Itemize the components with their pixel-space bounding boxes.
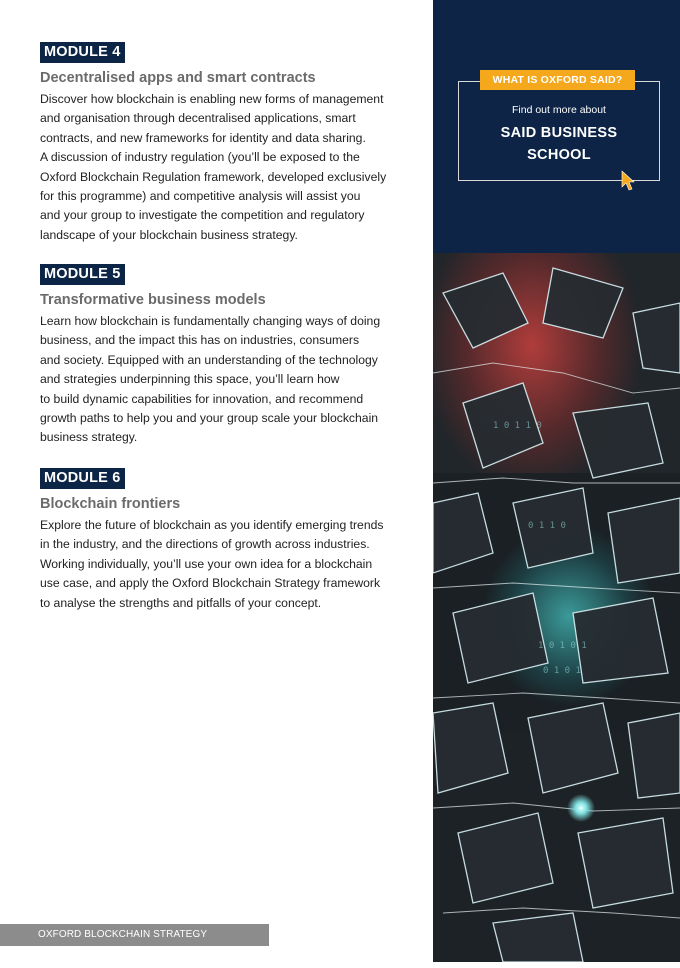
callout-title-line: SAID BUSINESS [500,125,618,141]
body-line: in the industry, and the directions of growth across industries. [40,537,370,552]
module-badge: MODULE 4 [40,42,125,63]
module-4 [40,42,410,245]
body-line: Explore the future of blockchain as you identify emerging trends [40,518,384,532]
module-5 [40,264,410,448]
svg-text:0 1 0 1: 0 1 0 1 [543,666,581,676]
body-line: Learn how blockchain is fundamentally changing ways of doing [40,314,381,328]
pointer-cursor-icon [620,170,636,192]
body-line: business, and the impact this has on industries, consumers [40,333,360,348]
svg-text:1 0 1 1 0: 1 0 1 1 0 [493,421,542,431]
module-title: Decentralised apps and smart contracts [40,70,316,86]
network-illustration [433,253,680,962]
module-body [40,90,410,245]
body-line: business strategy. [40,430,138,445]
body-line: Working individually, you’ll use your own idea for a blockchain [40,556,373,571]
callout-title-line: SCHOOL [527,147,591,163]
module-title: Transformative business models [40,292,266,308]
svg-text:0 1 1 0: 0 1 1 0 [528,521,566,531]
body-line: Discover how blockchain is enabling new forms of management [40,92,384,106]
body-line: and organisation through decentralised applications, smart [40,111,356,126]
module-6 [40,468,410,613]
body-line: growth paths to help you and your group scale your blockchain [40,411,379,426]
body-line: A discussion of industry regulation (you’ll be exposed to the [40,150,360,165]
module-title: Blockchain frontiers [40,496,181,512]
body-line: and society. Equipped with an understanding of the technology [40,352,378,367]
body-line: to analyse the strengths and pitfalls of your concept. [40,595,322,610]
svg-text:1 0 1 0 1: 1 0 1 0 1 [538,641,587,651]
body-line: landscape of your blockchain business strategy. [40,227,298,242]
module-badge: MODULE 6 [40,468,125,489]
body-line: and strategies underpinning this space, you’ll learn how [40,372,340,387]
callout-title[interactable] [458,122,660,166]
callout-subtitle[interactable]: Find out more about [512,104,606,116]
blockchain-network-photo [433,253,680,962]
body-line: for this programme) and competitive analysis will assist you [40,189,361,204]
module-badge: MODULE 5 [40,264,125,285]
body-line: contracts, and new frameworks for identity and data sharing. [40,130,366,145]
footer-programme-name: OXFORD BLOCKCHAIN STRATEGY PROGRAMME [0,924,269,946]
body-line: and your group to investigate the competition and regulatory [40,208,365,223]
body-line: Oxford Blockchain Regulation framework, developed exclusively [40,169,387,184]
body-line: to build dynamic capabilities for innovation, and recommend [40,391,364,406]
module-body [40,312,410,448]
module-body [40,516,410,613]
body-line: use case, and apply the Oxford Blockchain Strategy framework [40,576,381,591]
callout-tag: WHAT IS OXFORD SAID? [480,70,635,90]
